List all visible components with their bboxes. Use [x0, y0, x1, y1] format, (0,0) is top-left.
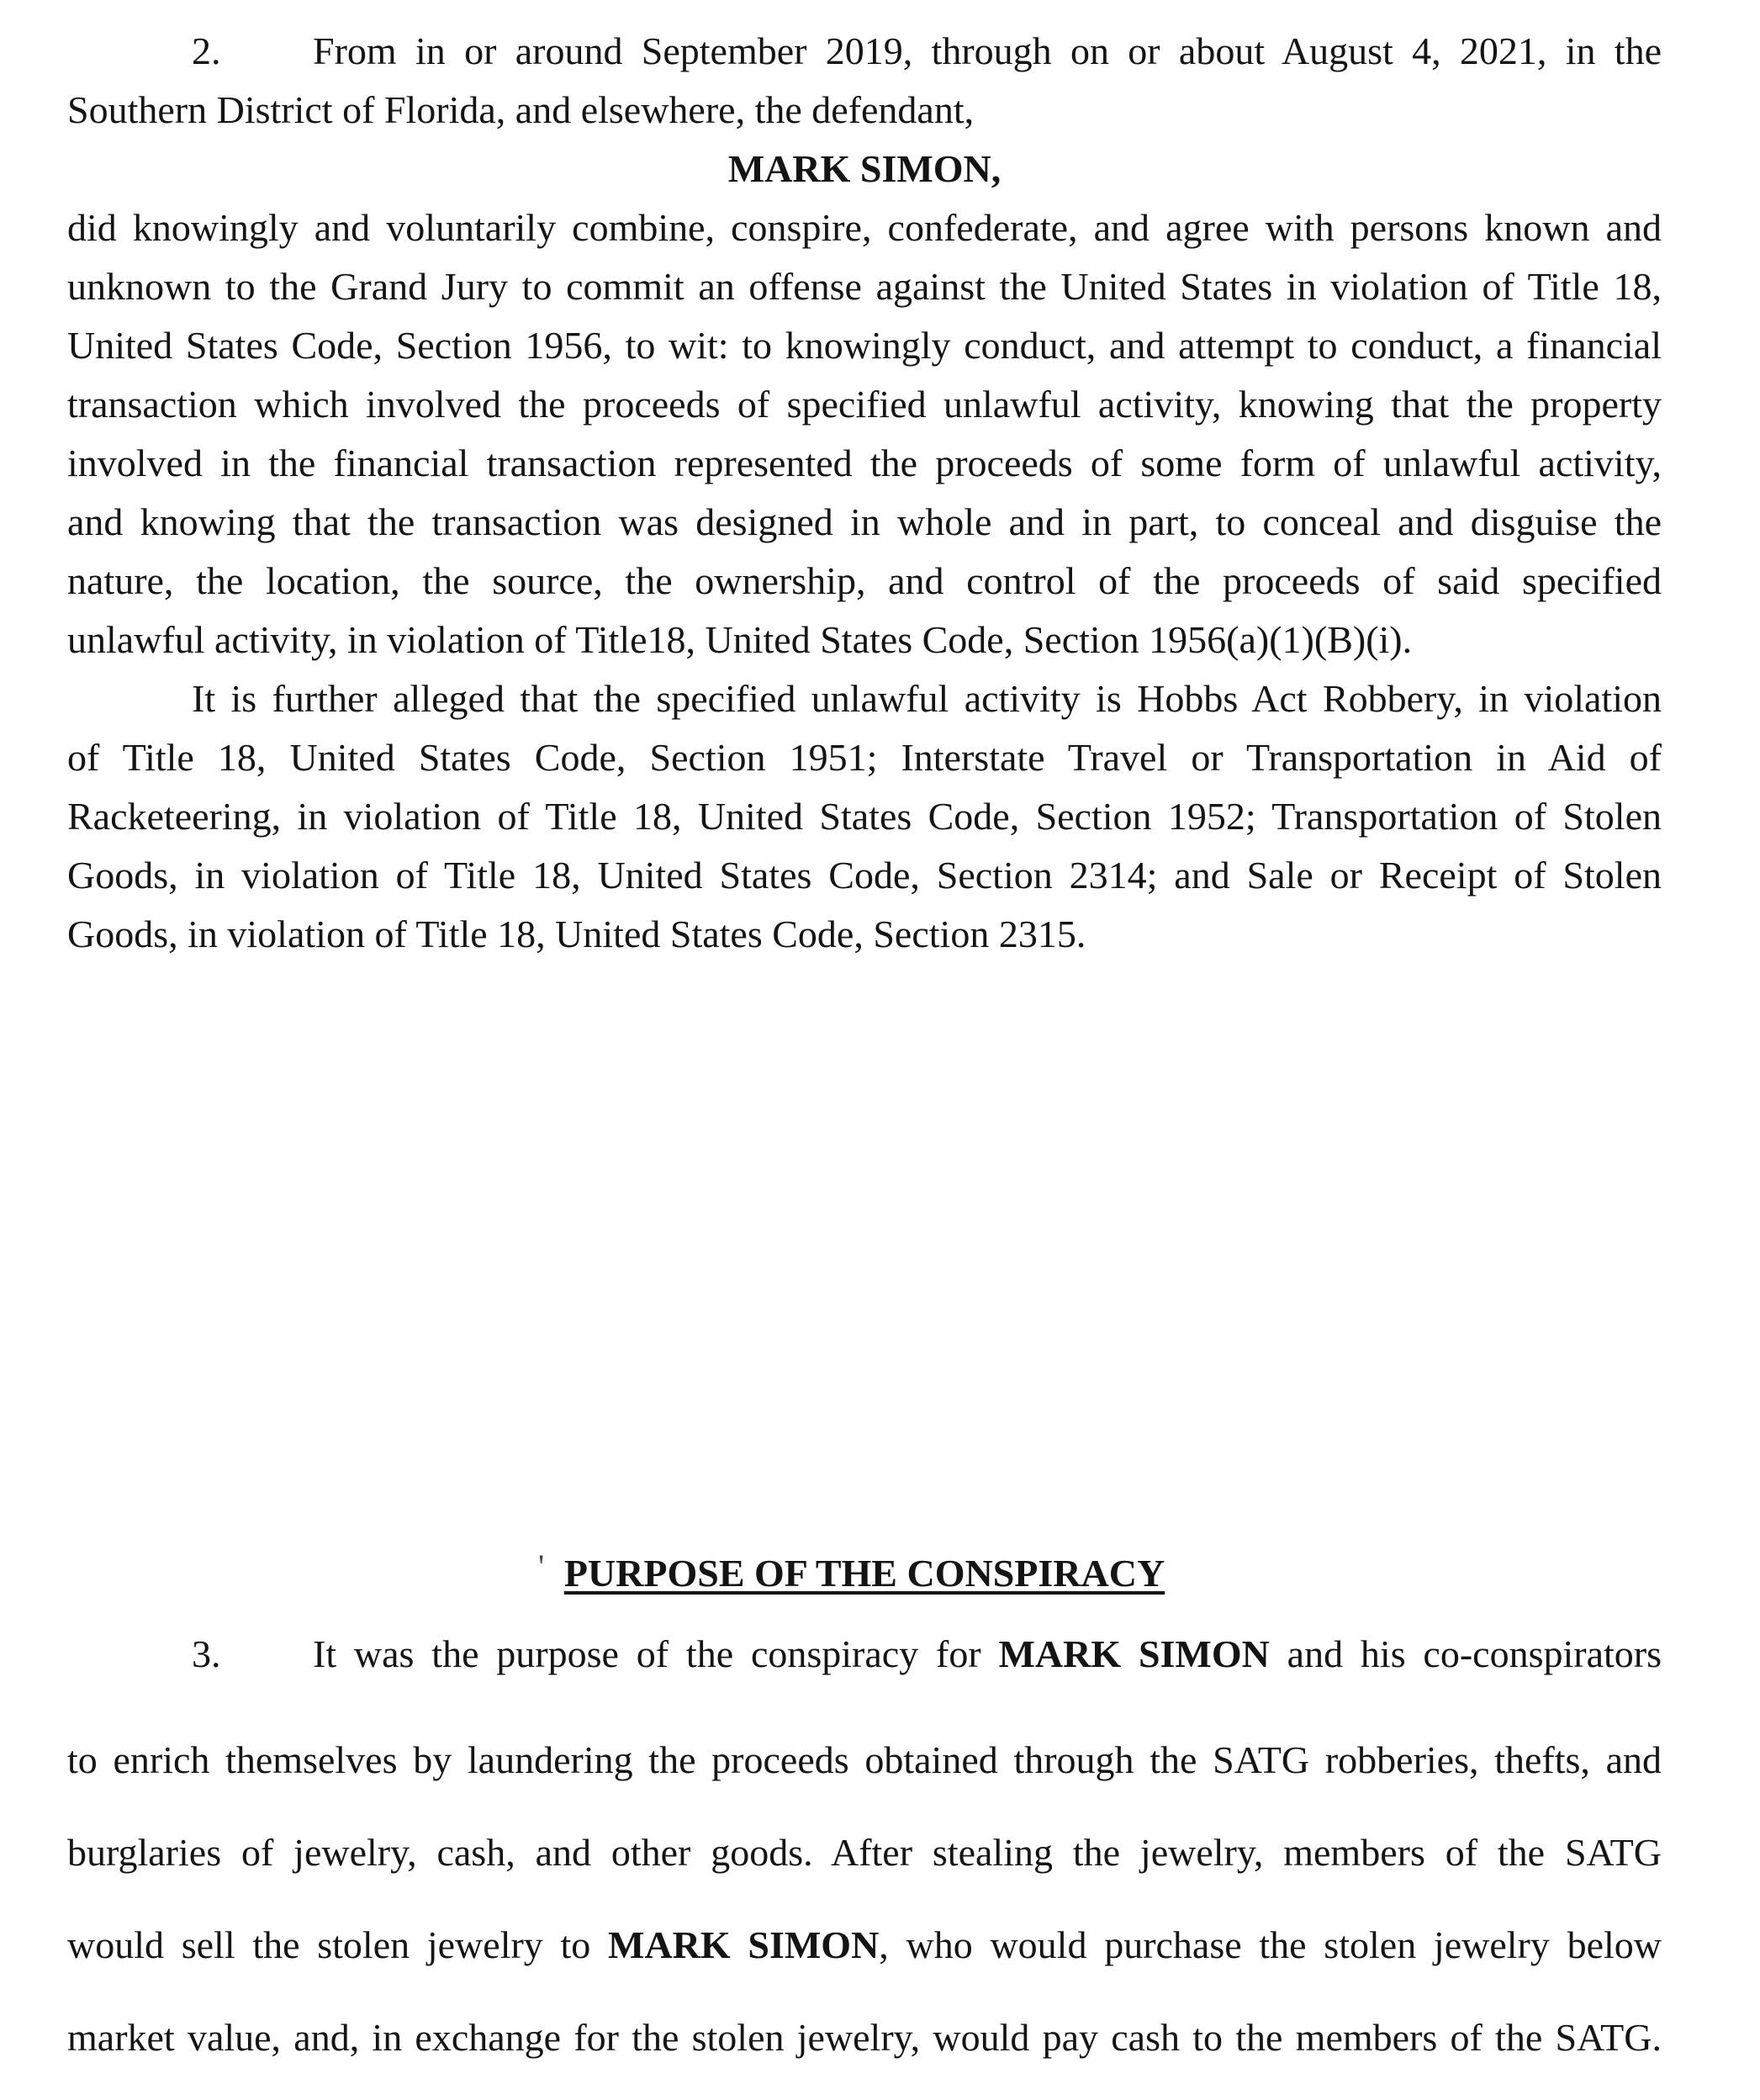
paragraph-3-line-5: market value, and, in exchange for the stolen jewelry, would pay cash to the members of the SATG.: [67, 2016, 1662, 2059]
paragraph-2-body-line: involved in the financial transaction represented the proceeds of some form of unlawful activity,: [67, 442, 1662, 484]
defendant-name: MARK SIMON,: [727, 147, 1002, 190]
allegation-line: Racketeering, in violation of Title 18, United States Code, Section 1952; Transportation of Stolen: [67, 795, 1662, 838]
paragraph-3-line-4: [67, 1922, 1662, 1969]
paragraph-3-line-2: to enrich themselves by laundering the proceeds obtained through the SATG robberies, thefts, and: [67, 1738, 1662, 1781]
paragraph-2-body-line: nature, the location, the source, the ownership, and control of the proceeds of said specified: [67, 559, 1662, 602]
paragraph-2-line-1: From in or around September 2019, through on or about August 4, 2021, in the: [313, 29, 1662, 72]
text-run: would sell the stolen jewelry to: [67, 1923, 609, 1966]
text-run: and his co-conspirators: [1269, 1632, 1662, 1675]
section-heading: PURPOSE OF THE CONSPIRACY: [563, 1552, 1165, 1595]
paragraph-2-line-2: Southern District of Florida, and elsewhere, the defendant,: [67, 88, 975, 131]
paragraph-2-body-line: unknown to the Grand Jury to commit an offense against the United States in violation of Title 18,: [67, 265, 1662, 308]
paragraph-2-body-line: unlawful activity, in violation of Title18, United States Code, Section 1956(a)(1)(B)(i).: [67, 618, 1413, 661]
text-run: , who would purchase the stolen jewelry below: [879, 1923, 1662, 1966]
paragraph-number: 3.: [192, 1632, 221, 1675]
paragraph-2-body-line: did knowingly and voluntarily combine, conspire, confederate, and agree with persons known and: [67, 206, 1662, 249]
paragraph-3-line-1: [313, 1631, 1662, 1678]
paragraph-number: 2.: [192, 29, 221, 72]
paragraph-2-body-line: and knowing that the transaction was designed in whole and in part, to conceal and disguise the: [67, 500, 1662, 543]
allegation-line: of Title 18, United States Code, Section 1951; Interstate Travel or Transportation in Aid of: [67, 736, 1662, 779]
paragraph-2-body-line: United States Code, Section 1956, to wit: to knowingly conduct, and attempt to conduct, a financial: [67, 324, 1662, 367]
allegation-line: Goods, in violation of Title 18, United States Code, Section 2314; and Sale or Receipt of Stolen: [67, 854, 1662, 897]
defendant-name-inline: MARK SIMON: [608, 1923, 880, 1966]
allegation-line-1: It is further alleged that the specified unlawful activity is Hobbs Act Robbery, in violation: [192, 677, 1662, 720]
defendant-name-inline: MARK SIMON: [998, 1632, 1270, 1675]
stray-mark: ': [538, 1547, 545, 1585]
text-run: It was the purpose of the conspiracy for: [313, 1632, 999, 1675]
paragraph-2-body-line: transaction which involved the proceeds of specified unlawful activity, knowing that the property: [67, 383, 1662, 426]
paragraph-3-line-3: burglaries of jewelry, cash, and other goods. After stealing the jewelry, members of the SATG: [67, 1831, 1662, 1874]
allegation-line: Goods, in violation of Title 18, United States Code, Section 2315.: [67, 912, 1086, 955]
